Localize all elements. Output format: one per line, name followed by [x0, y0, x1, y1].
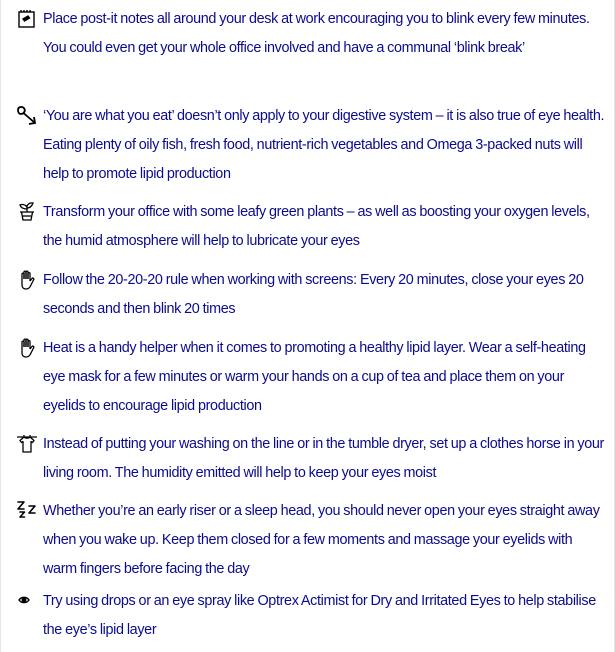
tip-item-waking — [15, 497, 609, 584]
tip-text: Place post-it notes all around your desk at work encouraging you to blink every few minutes. You could even get your whole office involved and have a communal ‘blink break’ — [43, 11, 590, 56]
sleep-zzz-icon — [15, 499, 39, 523]
tip-item-20-20-20 — [15, 266, 609, 324]
hand-icon — [15, 268, 39, 292]
tip-text: Instead of putting your washing on the line or in the tumble dryer, set up a clothes horse in your living room. The humidity emitted will help to keep your eyes moist — [43, 436, 604, 481]
tip-item-plants — [15, 198, 609, 256]
tip-text: Whether you’re an early riser or a sleep head, you should never open your eyes straight away when you wake up. Keep them closed for a few moments and massage your eyelids with warm fingers before facing the day — [43, 503, 600, 577]
tip-text: ‘You are what you eat’ doesn’t only apply to your digestive system – it is also true of eye health. Eating plenty of oily fish, fresh food, nutrient-rich vegetables and Omega 3-packed nuts will help to promote lipid production — [43, 108, 605, 182]
spoon-icon — [15, 104, 39, 128]
notepad-icon — [15, 7, 39, 31]
tip-text: Follow the 20-20-20 rule when working with screens: Every 20 minutes, close your eyes 20 seconds and then blink 20 times — [43, 272, 584, 317]
tip-text: Transform your office with some leafy green plants – as well as boosting your oxygen levels, the humid atmosphere will help to lubricate your eyes — [43, 204, 590, 249]
tip-item-heat — [15, 334, 609, 421]
tip-text: Heat is a handy helper when it comes to promoting a healthy lipid layer. Wear a self-heating eye mask for a few minutes or warm your hands on a cup of tea and place them on your eyelids to encourage lipid production — [43, 340, 586, 414]
eye-icon — [15, 589, 39, 613]
tip-item-post-it — [15, 5, 609, 63]
tip-text: Try using drops or an eye spray like Optrex Actimist for Dry and Irritated Eyes to help stabilise the eye’s lipid layer — [43, 593, 596, 638]
shirt-hanger-icon — [15, 432, 39, 456]
tip-item-eye-drops — [15, 587, 609, 645]
hand-icon — [15, 336, 39, 360]
tip-item-diet — [15, 102, 609, 189]
potted-plant-icon — [15, 200, 39, 224]
tip-item-washing — [15, 430, 609, 488]
